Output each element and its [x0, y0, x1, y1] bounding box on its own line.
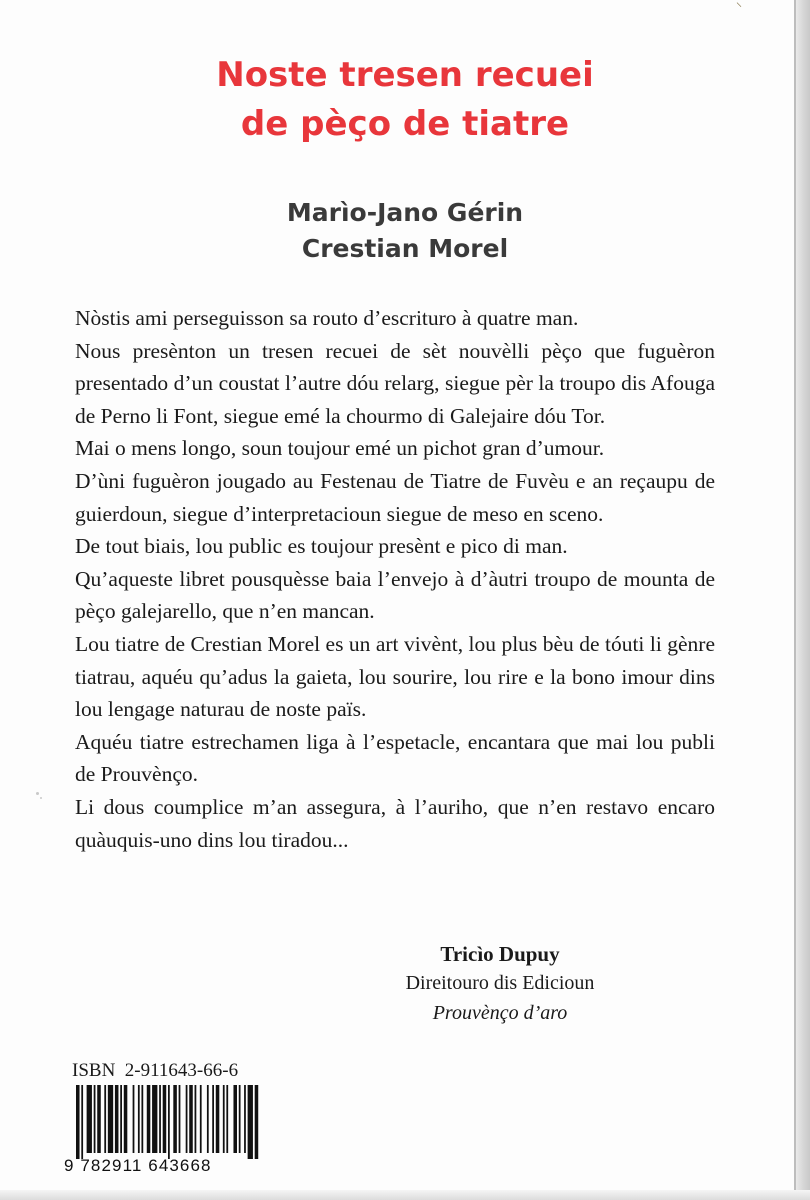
corner-mark: ⸌ — [736, 0, 743, 14]
page-edge — [796, 0, 810, 1200]
barcode-digits: 9 782911 643668 — [64, 1156, 212, 1175]
blurb-paragraph: Lou tiatre de Crestian Morel es un art vivènt, lou plus bèu de tóuti li gènre tiatrau, aquéu qu’adus la gaieta, lou sourire, lou rire e la bono imour dins lou lengage naturau de noste païs. — [75, 631, 715, 722]
blurb-paragraph: De tout biais, lou public es toujour presènt e pico di man. — [75, 534, 568, 559]
author-1: Marìo-Jano Gérin — [286, 198, 524, 227]
blurb-paragraph: Nous presènton un tresen recuei de sèt nouvèlli pèço que fuguèron presentado d’un coustat l’autre dóu relarg, siegue pèr la troupo dis Afouga de Perno li Font, siegue emé la chourmo di Galejaire dóu Tor. — [75, 338, 715, 428]
blurb-paragraph: Aquéu tiatre estrechamen liga à l’espetacle, encantara que mai lou publi de Prouvènço. — [75, 729, 715, 787]
book-title-line-2: de pèço de tiatre — [240, 104, 570, 144]
blurb-text — [75, 302, 715, 856]
author-2: Crestian Morel — [301, 234, 509, 263]
paper-speck — [36, 792, 39, 795]
signature-publisher: Prouvènço d’aro — [432, 1002, 568, 1024]
book-title-line-1: Noste tresen recuei — [216, 55, 594, 95]
paper-speck — [40, 797, 42, 799]
isbn-label: ISBN 2-911643-66-6 — [72, 1060, 239, 1081]
signature-name: Tricìo Dupuy — [440, 942, 560, 966]
blurb-paragraph: D’ùni fuguèron jougado au Festenau de Tiatre de Fuvèu e an reçaupu de guierdoun, siegue d’interpretacioun siegue de meso en sceno. — [75, 468, 715, 526]
blurb-paragraph: Mai o mens longo, soun toujour emé un pichot gran d’umour. — [75, 436, 605, 461]
blurb-paragraph: Li dous coumplice m’an assegura, à l’auriho, que n’en restavo encaro quàuquis-uno dins lou tiradou... — [75, 794, 715, 852]
page-bottom-edge — [0, 1190, 810, 1200]
barcode-image — [76, 1085, 260, 1159]
blurb-paragraph: Qu’aqueste libret pousquèsse baia l’envejo à d’àutri troupo de mounta de pèço galejarello, que n’en mancan. — [75, 566, 715, 624]
blurb-paragraph: Nòstis ami perseguisson sa routo d’escrituro à quatre man. — [75, 306, 579, 330]
signature-role: Direitouro dis Edicioun — [405, 972, 595, 994]
